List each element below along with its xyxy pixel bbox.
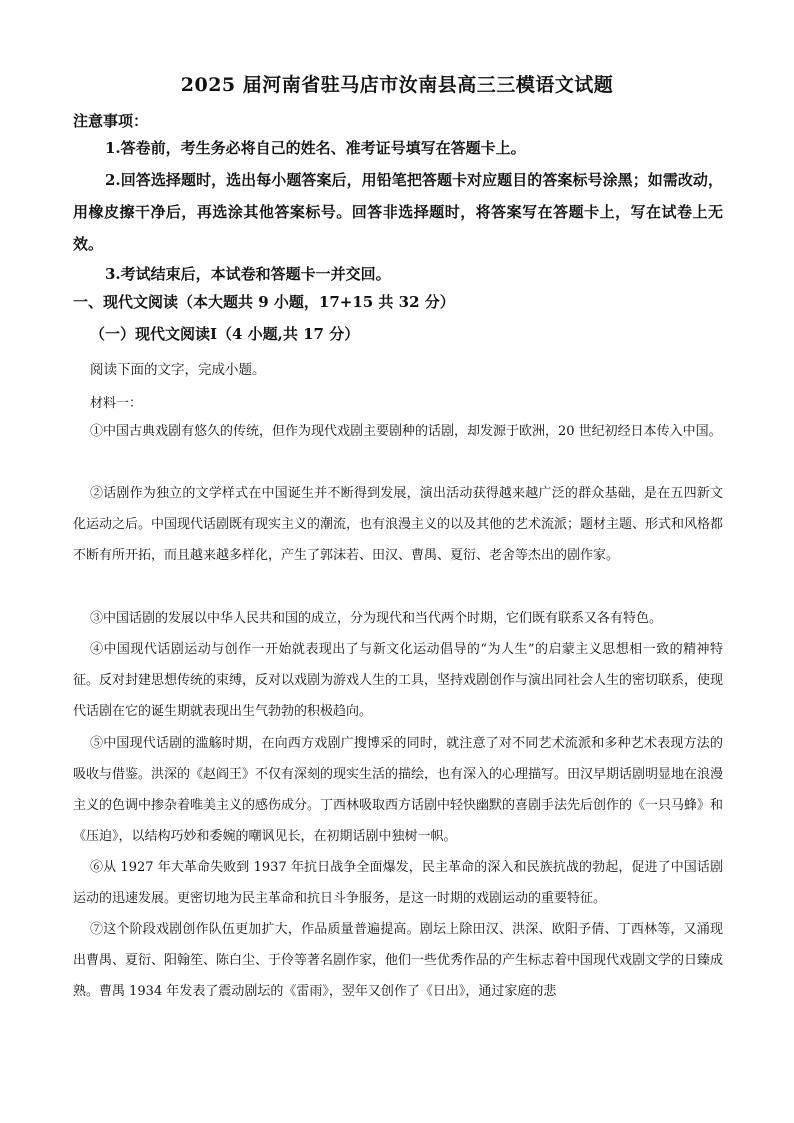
- paragraph-6: ⑥从 1927 年大革命失败到 1937 年抗日战争全面爆发，民主革命的深入和民族抗战的勃起，促进了中国话剧运动的迅速发展。更密切地为民主革命和抗日斗争服务，是这一时期的戏剧运动的重要特征。: [73, 860, 723, 906]
- paragraph-1: ①中国古典戏剧有悠久的传统，但作为现代戏剧主要剧种的话剧，却发源于欧洲，20 世纪初经日本传入中国。: [90, 424, 722, 439]
- paragraph-4: ④中国现代话剧运动与创作一开始就表现出了与新文化运动倡导的“为人生”的启蒙主义思想相一致的精神特征。反对封建思想传统的束缚，反对以戏剧为游戏人生的工具，坚持戏剧创作与演出同社会人生的密切联系，使现代话剧在它的诞生期就表现出生气勃勃的积极趋向。: [73, 642, 724, 719]
- section-heading-modern-reading: 一、现代文阅读（本大题共 9 小题，17+15 共 32 分）: [73, 293, 455, 311]
- material-label: 材料一：: [90, 396, 143, 411]
- notice-item-3-text: 3.考试结束后，本试卷和答题卡一并交回。: [105, 265, 391, 283]
- notice-item-1-text: 1.答卷前，考生务必将自己的姓名、准考证号填写在答题卡上。: [105, 139, 526, 157]
- exam-title: 2025 届河南省驻马店市汝南县高三三模语文试题: [180, 74, 614, 96]
- paragraph-5: ⑤中国现代话剧的滥觞时期，在向西方戏剧广搜博采的同时，就注意了对不同艺术流派和多种艺术表现方法的吸收与借鉴。洪深的《赵阎王》不仅有深刻的现实生活的描绘，也有深入的心理描写。田汉早期话剧明显地在浪漫主义的色调中掺杂着唯美主义的感伤成分。丁西林吸取西方话剧中轻快幽默的喜剧手法先后创作的《一只马蜂》和《压迫》，以结构巧妙和委婉的嘲讽见长，在初期话剧中独树一帜。: [73, 736, 724, 844]
- paragraph-2: ②话剧作为独立的文学样式在中国诞生并不断得到发展，演出活动获得越来越广泛的群众基础，是在五四新文化运动之后。中国现代话剧既有现实主义的潮流，也有浪漫主义的以及其他的艺术流派；题材主题、形式和风格都不断有所开拓，而且越来越多样化，产生了郭沫若、田汉、曹禺、夏衍、老舍等杰出的剧作家。: [73, 486, 724, 563]
- notice-item-1: [73, 132, 723, 164]
- notice-heading: 注意事项：: [73, 112, 149, 130]
- notice-item-3: [73, 258, 723, 290]
- notice-item-2: [73, 164, 723, 260]
- reading-instruction: 阅读下面的文字，完成小题。: [90, 362, 266, 378]
- subsection-heading-reading-1: （一）现代文阅读Ⅰ（4 小题,共 17 分）: [90, 325, 360, 343]
- paragraph-3: ③中国话剧的发展以中华人民共和国的成立，分为现代和当代两个时期，它们既有联系又各有特色。: [90, 611, 663, 626]
- notice-item-2-text: 2.回答选择题时，选出每小题答案后，用铅笔把答题卡对应题目的答案标号涂黑；如需改动，用橡皮擦干净后，再选涂其他答案标号。回答非选择题时，将答案写在答题卡上，写在试卷上无效。: [73, 171, 723, 253]
- paragraph-7: ⑦这个阶段戏剧创作队伍更加扩大，作品质量普遍提高。剧坛上除田汉、洪深、欧阳予倩、丁西林等，又涌现出曹禺、夏衍、阳翰笙、陈白尘、于伶等著名剧作家，他们一些优秀作品的产生标志着中国现代戏剧文学的日臻成熟。曹禺 1934 年发表了震动剧坛的《雷雨》，翌年又创作了《日出》，通过家庭的悲: [73, 922, 724, 999]
